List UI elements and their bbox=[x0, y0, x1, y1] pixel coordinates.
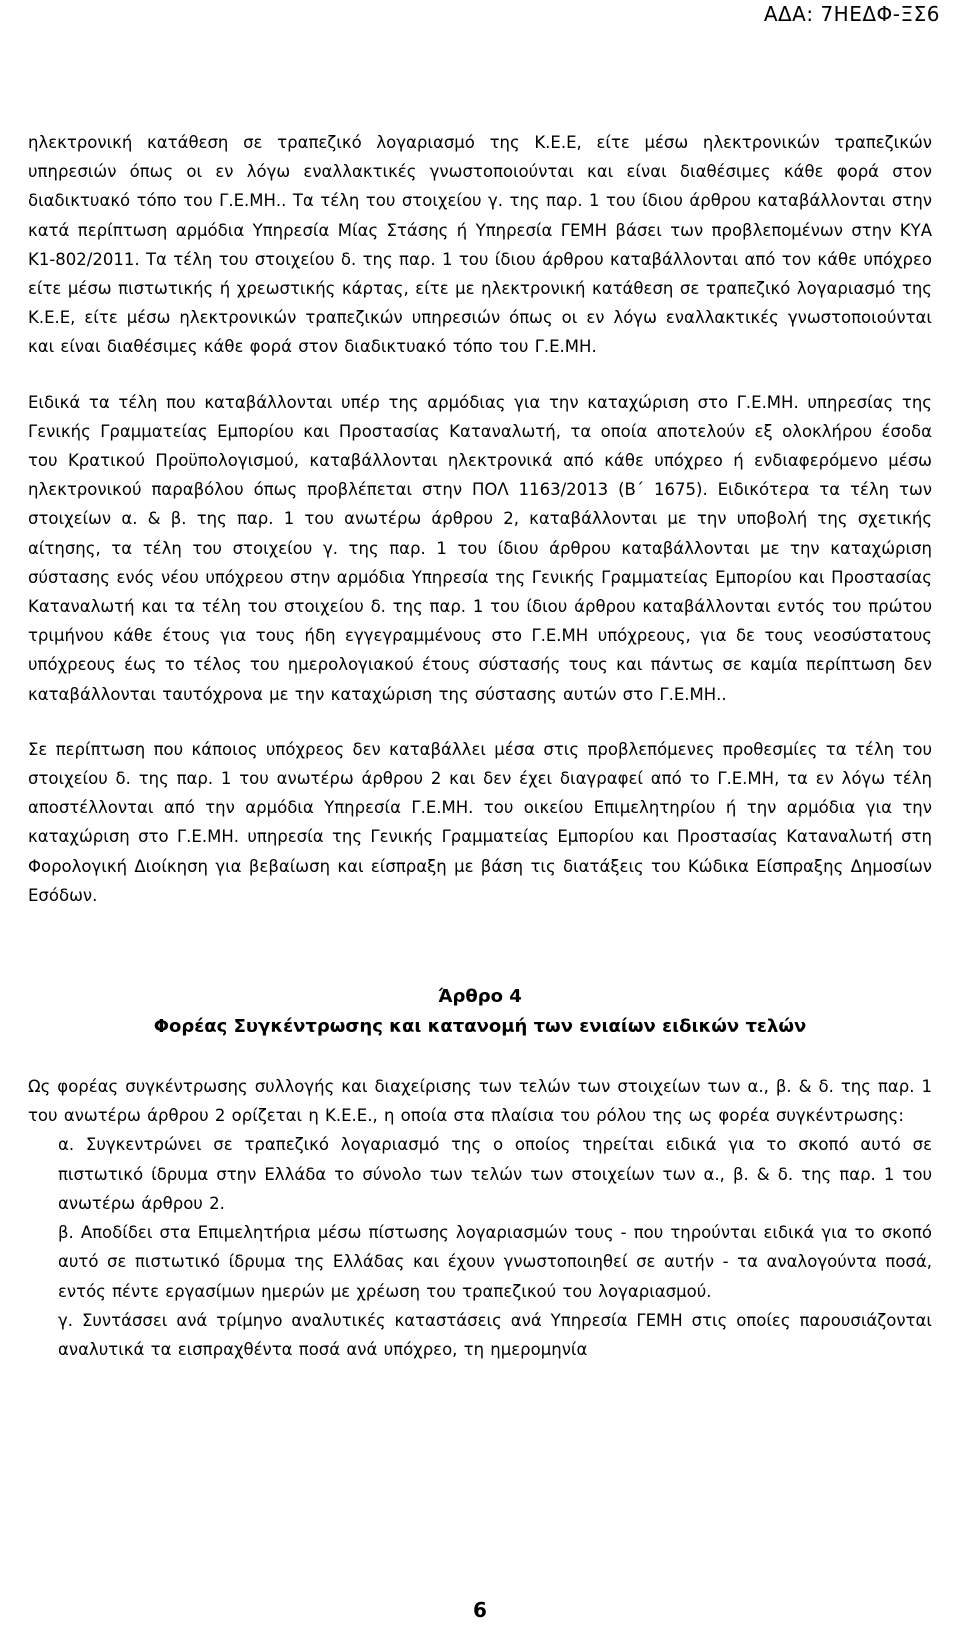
list-item: β. Αποδίδει στα Επιμελητήρια μέσω πίστωσης λογαριασμών τους - που τηρούνται ειδικά για το σκοπό αυτό σε πιστωτικό ίδρυμα της Ελλάδας και έχουν γνωστοποιηθεί σε αυτήν - τα αναλογούντα ποσά, εντός πέντε εργασίμων ημερών με χρέωση του τραπεζικού του λογαριασμού. bbox=[58, 1223, 932, 1301]
page-number: 6 bbox=[473, 1598, 487, 1622]
article-heading bbox=[0, 982, 960, 1042]
article-number: Άρθρο 4 bbox=[438, 986, 522, 1008]
paragraph-special-fees: Ειδικά τα τέλη που καταβάλλονται υπέρ της αρμόδιας για την καταχώριση στο Γ.Ε.ΜΗ. υπηρεσίας της Γενικής Γραμματείας Εμπορίου και Προστασίας Καταναλωτή, τα οποία αποτελούν εξ ολοκλήρου έσοδα του Κρατικού Προϋπολογισμού, καταβάλλονται ηλεκτρονικά από κάθε υπόχρεο ή ενδιαφερόμενο μέσω ηλεκτρονικού παραβόλου όπως προβλέπεται στην ΠΟΛ 1163/2013 (Β΄ 1675). Ειδικότερα τα τέλη των στοιχείων α. & β. της παρ. 1 του ανωτέρω άρθρου 2, καταβάλλονται με την υποβολή της σχετικής αίτησης, τα τέλη του στοιχείου γ. της παρ. 1 του ίδιου άρθρου καταβάλλονται με την καταχώριση σύστασης ενός νέου υπόχρεου στην αρμόδια Υπηρεσία της Γενικής Γραμματείας Εμπορίου και Προστασίας Καταναλωτή και τα τέλη του στοιχείου δ. της παρ. 1 του ίδιου άρθρου καταβάλλονται εντός του πρώτου τριμήνου κάθε έτους για τους ήδη εγγεγραμμένους στο Γ.Ε.ΜΗ υπόχρεους, για δε τους νεοσύστατους υπόχρεους έως το τέλος του ημερολογιακού έτους σύστασής τους και πάντως σε καμία περίπτωση δεν καταβάλλονται ταυτόχρονα με την καταχώριση της σύστασης αυτών στο Γ.Ε.ΜΗ.. bbox=[28, 392, 932, 704]
article-items bbox=[58, 1130, 932, 1364]
document-body bbox=[0, 128, 960, 1364]
list-item: α. Συγκεντρώνει σε τραπεζικό λογαριασμό της ο οποίος τηρείται ειδικά για το σκοπό αυτό σε πιστωτικό ίδρυμα στην Ελλάδα το σύνολο των τελών των στοιχείων των α., β. & δ. της παρ. 1 του ανωτέρω άρθρου 2. bbox=[58, 1135, 932, 1213]
ada-code: ΑΔΑ: 7ΗΕΔΦ-ΞΣ6 bbox=[763, 2, 940, 26]
article-title: Φορέας Συγκέντρωσης και κατανομή των ενιαίων ειδικών τελών bbox=[153, 1016, 807, 1038]
paragraph-unpaid-fees: Σε περίπτωση που κάποιος υπόχρεος δεν καταβάλλει μέσα στις προβλεπόμενες προθεσμίες τα τέλη του στοιχείου δ. της παρ. 1 του ανωτέρω άρθρου 2 και δεν έχει διαγραφεί από το Γ.Ε.ΜΗ, τα εν λόγω τέλη αποστέλλονται από την αρμόδια Υπηρεσία Γ.Ε.ΜΗ. του οικείου Επιμελητηρίου ή την αρμόδια για την καταχώριση στο Γ.Ε.ΜΗ. υπηρεσία της Γενικής Γραμματείας Εμπορίου και Προστασίας Καταναλωτή στη Φορολογική Διοίκηση για βεβαίωση και είσπραξη με βάση τις διατάξεις του Κώδικα Είσπραξης Δημοσίων Εσόδων. bbox=[28, 739, 932, 905]
article-intro: Ως φορέας συγκέντρωσης συλλογής και διαχείρισης των τελών των στοιχείων των α., β. & δ. της παρ. 1 του ανωτέρω άρθρου 2 ορίζεται η Κ.Ε.Ε., η οποία στα πλαίσια του ρόλου της ως φορέα συγκέντρωσης: bbox=[28, 1077, 932, 1126]
list-item: γ. Συντάσσει ανά τρίμηνο αναλυτικές καταστάσεις ανά Υπηρεσία ΓΕΜΗ στις οποίες παρουσιάζονται αναλυτικά τα εισπραχθέντα ποσά ανά υπόχρεο, τη ημερομηνία bbox=[58, 1310, 932, 1359]
paragraph-fee-payment: ηλεκτρονική κατάθεση σε τραπεζικό λογαριασμό της Κ.Ε.Ε, είτε μέσω ηλεκτρονικών τραπεζικών υπηρεσιών όπως οι εν λόγω εναλλακτικές γνωστοποιούνται και είναι διαθέσιμες κάθε φορά στον διαδικτυακό τόπο του Γ.Ε.ΜΗ.. Τα τέλη του στοιχείου γ. της παρ. 1 του ίδιου άρθρου καταβάλλονται στην κατά περίπτωση αρμόδια Υπηρεσία Μίας Στάσης ή Υπηρεσία ΓΕΜΗ βάσει των προβλεπομένων στην ΚΥΑ Κ1-802/2011. Τα τέλη του στοιχείου δ. της παρ. 1 του ίδιου άρθρου καταβάλλονται από τον κάθε υπόχρεο είτε μέσω πιστωτικής ή χρεωστικής κάρτας, είτε με ηλεκτρονική κατάθεση σε τραπεζικό λογαριασμό της Κ.Ε.Ε, είτε μέσω ηλεκτρονικών τραπεζικών υπηρεσιών όπως οι εν λόγω εναλλακτικές γνωστοποιούνται και είναι διαθέσιμες κάθε φορά στον διαδικτυακό τόπο του Γ.Ε.ΜΗ. bbox=[28, 133, 932, 357]
